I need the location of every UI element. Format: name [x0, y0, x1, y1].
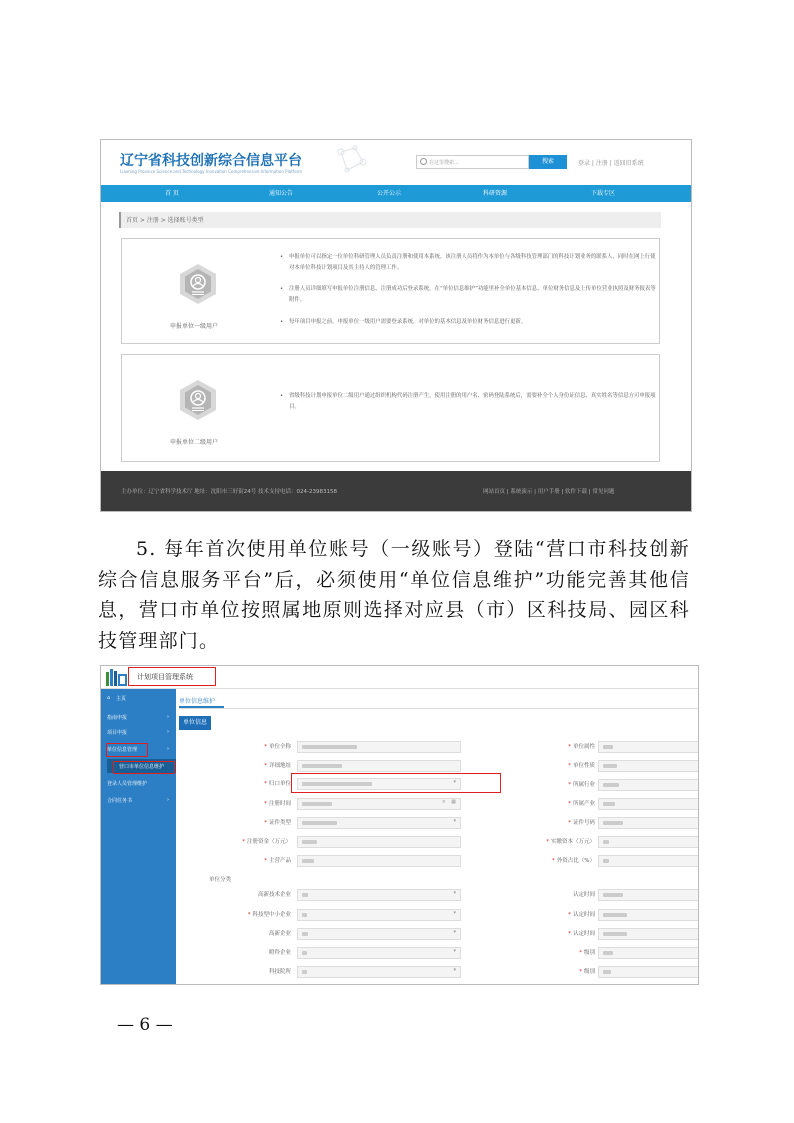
chevron-down-icon: › — [167, 746, 169, 752]
unit-info-button[interactable]: 单位信息 — [179, 716, 211, 730]
field-label: * 外资占比（%） — [552, 858, 595, 864]
nav-downloads[interactable]: 下载专区 — [591, 190, 616, 197]
search-input[interactable]: 在这里搜索... — [416, 155, 529, 169]
sidebar-item-home[interactable]: 主页 — [116, 696, 127, 702]
cert-type-select[interactable] — [297, 817, 461, 829]
required-mark: * — [568, 931, 571, 937]
highlight-box — [291, 773, 501, 793]
field-label: 瞪羚企业 — [268, 950, 291, 956]
account-card-level1[interactable] — [121, 238, 660, 344]
gazelle-select[interactable] — [297, 947, 461, 959]
card-label: 申报单位二级用户 — [170, 439, 219, 446]
main-nav — [101, 185, 691, 202]
required-mark: * — [579, 950, 582, 956]
sidebar-item-guide[interactable]: 指南申报 — [107, 715, 128, 721]
field-label: * 实缴资本（万元） — [546, 839, 595, 845]
field-label: * 注册资金（万元） — [242, 839, 291, 845]
nav-public[interactable]: 公开公示 — [377, 190, 402, 197]
field-label: * 级别 — [579, 950, 595, 956]
required-mark: * — [264, 820, 267, 826]
section-label: 单位分类 — [209, 877, 232, 883]
required-mark: * — [242, 839, 245, 845]
field-label: * 主营产品 — [264, 858, 291, 864]
level-field[interactable] — [598, 947, 699, 959]
highlight-box — [113, 761, 175, 774]
required-mark: * — [579, 969, 582, 975]
field-label: 高新技术企业 — [257, 892, 291, 898]
user-hexagon-icon — [177, 379, 219, 421]
chevron-right-icon: › — [167, 714, 169, 720]
calendar-icon[interactable]: ▦ — [451, 799, 456, 805]
cert-date-field[interactable] — [598, 889, 699, 901]
unit-name-field[interactable] — [297, 741, 461, 753]
nav-resources[interactable]: 科研资源 — [483, 190, 508, 197]
level-field[interactable] — [598, 966, 699, 978]
chevron-down-icon: ▾ — [453, 967, 456, 973]
field-label: 高新企业 — [268, 931, 291, 937]
field-label: * 级别 — [579, 969, 595, 975]
address-field[interactable] — [297, 760, 461, 772]
chevron-down-icon: ▾ — [453, 890, 456, 896]
chevron-right-icon: › — [167, 729, 169, 735]
field-label: * 所属产业 — [568, 801, 595, 807]
reg-capital-field[interactable] — [297, 836, 461, 848]
search-button[interactable]: 搜索 — [529, 155, 567, 169]
sidebar-item-unit-info[interactable]: 单位信息管理 — [107, 747, 138, 753]
sidebar-item-project[interactable]: 项目申报 — [107, 730, 128, 736]
highlight-box — [106, 743, 148, 757]
paid-capital-field[interactable] — [598, 836, 699, 848]
nav-home[interactable]: 首 页 — [165, 190, 179, 197]
top-links[interactable]: 登录 | 注册 | 返回旧系统 — [578, 160, 644, 167]
sidebar-item-login-users[interactable]: 登录人员管理维护 — [107, 781, 148, 787]
card-bullet: • 每年项目申报之前，申报单位一级用户需要登录系统，对单位的基本信息及单位财务信息进行更新。 — [289, 317, 659, 328]
clear-icon[interactable]: × — [441, 799, 446, 805]
footer-info: 主办单位：辽宁省科学技术厅 地址：沈阳市三好街24号 技术支持电话：024-23983158 — [121, 489, 337, 495]
required-mark: * — [264, 763, 267, 769]
required-mark: * — [552, 858, 555, 864]
required-mark: * — [568, 782, 571, 788]
nav-notices[interactable]: 通知公告 — [269, 190, 294, 197]
unit-attribute-field[interactable] — [598, 741, 699, 753]
chevron-down-icon: ▾ — [453, 948, 456, 954]
field-label: * 详细地址 — [264, 763, 291, 769]
required-mark: * — [247, 912, 251, 918]
system-screenshot — [100, 665, 699, 985]
main-product-field[interactable] — [297, 855, 461, 867]
sidebar-item-yingkou-unit[interactable]: 营口市单位信息维护 — [119, 764, 165, 770]
tab-unit-info[interactable]: 单位信息维护 — [179, 698, 216, 705]
field-label: 认定时间 — [572, 892, 595, 898]
required-mark: * — [568, 820, 571, 826]
molecule-decoration-icon — [333, 142, 373, 182]
card-bullet: • 注册人员详细填写申报单位注册信息，注册成功后登录系统，在“单位信息维护”功能里补全单位基本信息、单位财务信息及上传单位营业执照及财务报表等附件。 — [289, 284, 659, 306]
high-enterprise-select[interactable] — [297, 928, 461, 940]
hightech-select[interactable] — [297, 889, 461, 901]
cert-date-field[interactable] — [598, 909, 699, 921]
required-mark: * — [264, 744, 267, 750]
sme-select[interactable] — [297, 909, 461, 921]
search-icon — [420, 158, 427, 165]
page-number: — 6 — — [117, 1015, 173, 1035]
industry-field[interactable] — [598, 779, 699, 791]
platform-screenshot — [100, 139, 692, 512]
required-mark: * — [264, 858, 267, 864]
site-title: 辽宁省科技创新综合信息平台 — [120, 153, 302, 169]
register-date-field[interactable] — [297, 798, 461, 810]
user-hexagon-icon — [177, 263, 219, 305]
foreign-ratio-field[interactable] — [598, 855, 699, 867]
chevron-right-icon: › — [167, 797, 169, 803]
field-label: * 证件类型 — [264, 820, 291, 826]
required-mark: * — [568, 801, 571, 807]
breadcrumb[interactable]: 首页 > 注册 > 选择账号类型 — [126, 217, 204, 224]
field-label: * 单位属性 — [568, 744, 595, 750]
unit-nature-field[interactable] — [598, 760, 699, 772]
chevron-down-icon: ▾ — [453, 818, 456, 824]
home-icon: ⌂ — [107, 695, 111, 701]
institute-select[interactable] — [297, 966, 461, 978]
account-card-level2[interactable] — [121, 354, 660, 462]
field-label: * 单位全称 — [264, 744, 291, 750]
field-label: * 注册时间 — [264, 801, 291, 807]
field-label: 科技院所 — [268, 969, 291, 975]
sector-field[interactable] — [598, 798, 699, 810]
site-subtitle: Liaoning Province Science and Technology Innovation Comprehensive Information Platform — [120, 169, 303, 174]
body-paragraph: 5. 每年首次使用单位账号（一级账号）登陆“营口市科技创新综合信息服务平台”后，必须使用“单位信息维护”功能完善其他信息，营口市单位按照属地原则选择对应县（市）区科技局、园区科技管理部门。 — [98, 538, 690, 652]
chevron-down-icon: ▾ — [453, 929, 456, 935]
tab-divider — [179, 708, 698, 709]
required-mark: * — [264, 801, 267, 807]
sidebar-item-contract[interactable]: 合同任务书 — [107, 798, 133, 804]
required-mark: * — [264, 781, 267, 787]
field-label: * 证件号码 — [568, 820, 595, 826]
required-mark: * — [568, 912, 571, 918]
card-label: 申报单位一级用户 — [170, 323, 219, 330]
cert-number-field[interactable] — [598, 817, 699, 829]
highlight-box — [128, 667, 216, 686]
field-label: * 认定时间 — [568, 912, 595, 918]
system-title: 计划项目管理系统 — [137, 673, 193, 681]
card-bullet: • 省级科技计划申报单位二级用户通过组织机构代码注册产生，使用注册的用户名、密码登陆系统后，需要补全个人身份证信息、真实姓名等信息方可申报项目。 — [289, 391, 659, 413]
field-label: * 归口单位 — [264, 781, 291, 787]
field-label: * 单位性质 — [568, 763, 595, 769]
required-mark: * — [546, 839, 549, 845]
chevron-down-icon: ▾ — [453, 779, 456, 785]
field-label: * 科技型中小企业 — [247, 912, 291, 918]
chevron-down-icon: ▾ — [453, 910, 456, 916]
field-label: * 认定时间 — [568, 931, 595, 937]
cert-date-field[interactable] — [598, 928, 699, 940]
required-mark: * — [568, 744, 571, 750]
required-mark: * — [568, 763, 571, 769]
field-label: * 所属行业 — [568, 782, 595, 788]
footer-links[interactable]: 网站首页 | 系统演示 | 用户手册 | 软件下载 | 常见问题 — [483, 489, 615, 495]
system-logo-icon — [106, 668, 128, 686]
card-bullet: • 申报单位可以指定一位单位科研管理人员负责注册和使用本系统，该注册人员将作为本单位与各级科技管理部门的科技计划业务的联系人，同时在网上行使对本单位科技计划项目及其主持人的管理工作。 — [289, 252, 659, 274]
